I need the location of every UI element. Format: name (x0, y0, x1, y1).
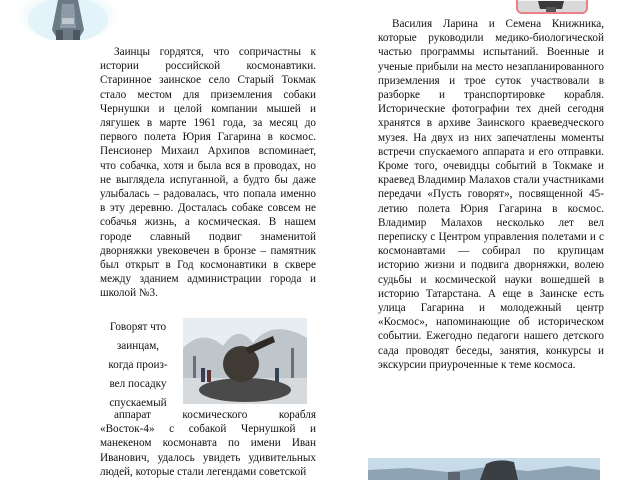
right-paragraph: Василия Ларина и Семена Книжника, которые руководили медико-биологической частью программы испытаний. Военные и ученые прибыли на место незапланированного приземления и трое суток участвовали в разборке и транспортировке корабля. Исторические фотографии тех дней сегодня хранятся в архиве Заинского краеведческого музея. На двух из них запечатлены моменты встречи спускаемого аппарата и его отправки. Кроме того, очевидцы событий в Токмаке и краевед Владимир Малахов стали участниками передачи «Пусть говорят», посвященной 45-летию полета Юрия Гагарина в космос. Владимир Малахов несколько лет вел переписку с Центром управления полетами и с космонавтами — собирал по крупицам историю жизни и подвига дворняжки, волею судьбы и космической науки вошедшей в историю Татарстана. А еще в Заинске есть улица Гагарина и молодежный центр «Космос», напоминающие об историческом событии. Ежегодно педагоги нашего детского сада проводят беседы, занятия, конкурсы и экскурсии приуроченные к теме космоса. (378, 18, 604, 371)
wrap-line: Говорят что (109, 321, 167, 333)
left-paragraph-2: аппарат космического корабля «Восток-4» с собакой Чернушкой и манекеном космонавта по имени Иван Иванович, удалось увидеть удивительных людей, которые стали легендами советской (100, 409, 316, 478)
left-paragraph-1: Заинцы гордятся, что сопричастны к истории российской космонавтики. Старинное заинское село Старый Токмак стало местом для приземления собаки Чернушки и целой компании мышей и лягушек в марте 1961 года, за месяц до первого полета Юрия Гагарина в космос. Пенсионер Михаил Архипов вспоминает, что собачка, хотя и была вся в проводах, но не выглядела испуганной, а будто бы даже улыбалась – радовалась, что попала именно в эту деревню. Досталась собаке совсем не собачья жизнь, а космическая. В нашем городе славный подвиг знаменитой дворняжки увековечен в бронзе – памятник был открыт в Год космонавтики в сквере между зданием администрации города и школой №3. (100, 46, 316, 300)
top-photo-frame (516, 0, 588, 14)
wrap-line: вел посадку (109, 378, 167, 390)
dog-figure-icon (18, 0, 118, 40)
bottom-photo (368, 458, 600, 480)
wrap-line: когда произ- (108, 359, 168, 371)
monument-photo (183, 318, 307, 404)
photo-fragment (518, 1, 586, 13)
wrap-line: заинцам, (116, 340, 160, 352)
wrap-line: спускаемый (109, 397, 167, 409)
photo-wrap-text (100, 318, 176, 413)
dog-illustration (18, 0, 118, 40)
